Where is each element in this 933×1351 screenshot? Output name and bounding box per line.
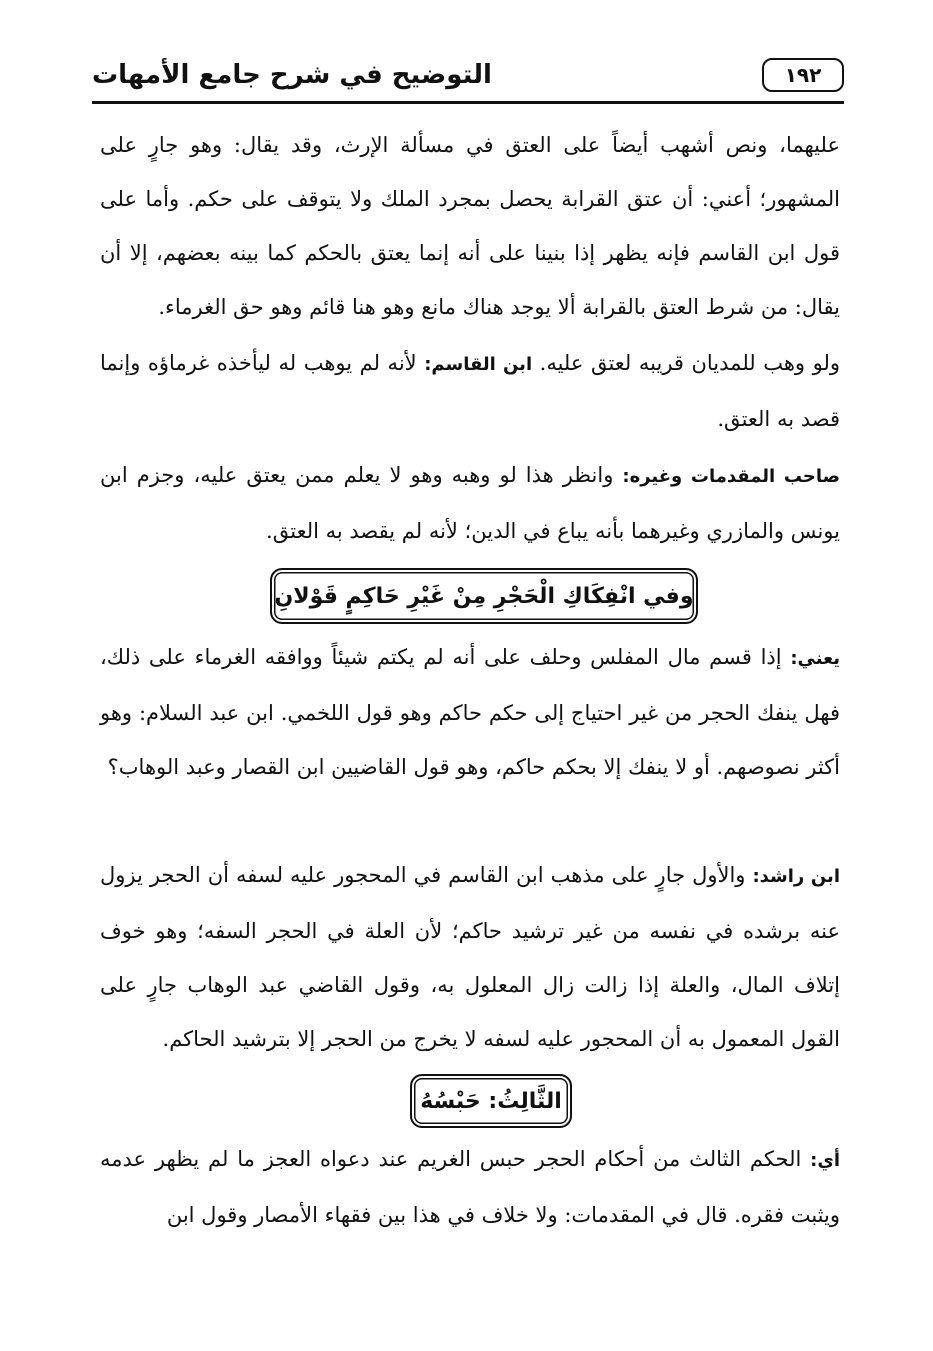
paragraph-1 <box>100 118 840 334</box>
paragraph-3-text: وانظر هذا لو وهبه وهو لا يعلم ممن يعتق عليه، وجزم ابن يونس والمازري وغيرهما بأنه يباع في الدين؛ لأنه لم يقصد به العتق. <box>100 463 840 543</box>
matn-heading-2: الثَّالِثُ: حَبْسُهُ <box>410 1074 572 1128</box>
paragraph-4-text: إذا قسم مال المفلس وحلف على أنه لم يكتم شيئاً ووافقه الغرماء على ذلك، فهل ينفك الحجر من غير احتياج إلى حكم حاكم وهو قول اللخمي. ابن عبد السلام: وهو أكثر نصوصهم. أو لا ينفك إلا بحكم حاكم، وهو قول القاضيين ابن القصار وعبد الوهاب؟ <box>100 645 840 779</box>
paragraph-6 <box>100 1132 840 1240</box>
paragraph-3 <box>100 448 840 556</box>
paragraph-2-text-after: لأنه لم يوهب له ليأخذه غرماؤه وإنما قصد به العتق. <box>100 351 840 431</box>
paragraph-6-text: الحكم الثالث من أحكام الحجر حبس الغريم عند دعواه العجز ما لم يظهر عدمه ويثبت فقره. قال في المقدمات: ولا خلاف في هذا بين فقهاء الأمصار وقول ابن <box>100 1147 840 1227</box>
paragraph-5 <box>100 848 840 1064</box>
paragraph-2 <box>100 336 840 444</box>
paragraph-1-text: عليهما، ونص أشهب أيضاً على العتق في مسألة الإرث، وقد يقال: وهو جارٍ على المشهور؛ أعني: أن عتق القرابة يحصل بمجرد الملك ولا يتوقف على حكم. وأما على قول ابن القاسم فإنه يظهر إذا بنينا على أنه إنما يعتق بالحكم كما بينه بعضهم، إلا أن يقال: من شرط العتق بالقرابة ألا يوجد هناك مانع وهو هنا قائم وهو حق الغرماء. <box>100 133 840 319</box>
paragraph-3-lead: صاحب المقدمات وغيره: <box>622 466 841 487</box>
paragraph-6-lead: أي: <box>810 1150 840 1171</box>
header-rule <box>92 101 844 104</box>
paragraph-4-lead: يعني: <box>790 648 840 669</box>
paragraph-4 <box>100 630 840 846</box>
paragraph-2-inline-lead: ابن القاسم: <box>424 354 533 375</box>
paragraph-5-text: والأول جارٍ على مذهب ابن القاسم في المحجور عليه لسفه أن الحجر يزول عنه برشده في نفسه من غير ترشيد حاكم؛ لأن العلة في الحجر السفه؛ وهو خوف إتلاف المال، والعلة إذا زالت زال المعلول به، وقول القاضي عبد الوهاب جارٍ على القول المعمول به أن المحجور عليه لسفه لا يخرج من الحجر إلا بترشيد الحاكم. <box>100 863 840 1051</box>
paragraph-5-lead: ابن راشد: <box>752 866 840 887</box>
page-header <box>92 52 844 102</box>
matn-heading-1: وفي انْفِكَاكِ الْحَجْرِ مِنْ غَيْرِ حَاكِمٍ قَوْلانِ <box>270 568 698 624</box>
running-title: التوضيح في شرح جامع الأمهات <box>92 60 492 90</box>
paragraph-2-text-before: ولو وهب للمديان قريبه لعتق عليه. <box>532 351 840 375</box>
page-number: ١٩٢ <box>762 58 844 92</box>
